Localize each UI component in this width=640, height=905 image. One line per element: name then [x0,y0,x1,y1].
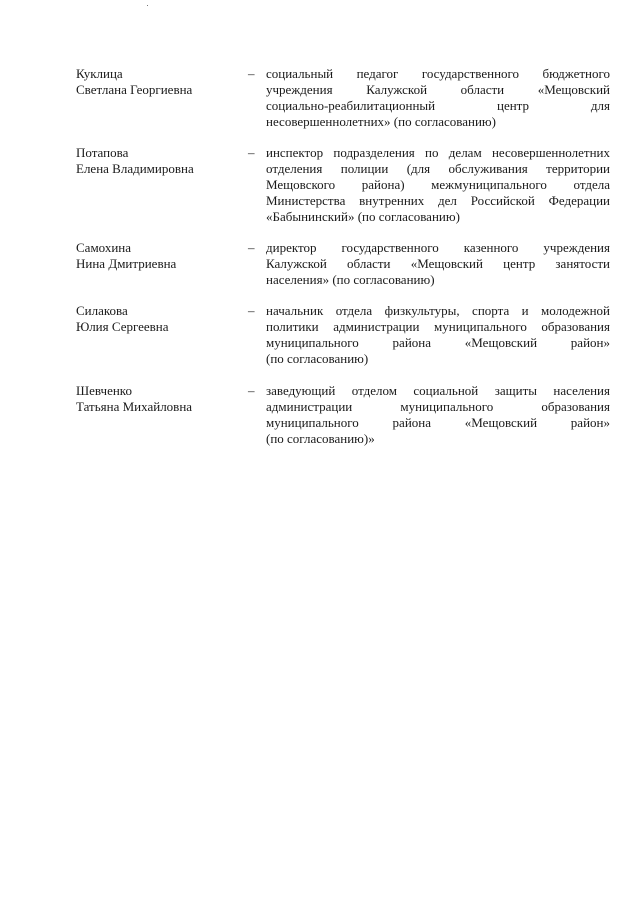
member-given-names: Татьяна Михайловна [76,399,193,414]
member-surname: Куклица [76,66,123,81]
position-line: Калужской области «Мещовский центр занятости [266,256,610,271]
dash-separator: – [248,145,255,160]
member-given-names: Юлия Сергеевна [76,319,169,334]
position-line: директор государственного казенного учреждения [266,240,610,255]
member-given-names: Нина Дмитриевна [76,256,177,271]
position-line: администрации муниципального образования [266,399,610,414]
dash-separator: – [248,240,255,255]
member-surname: Шевченко [76,383,132,398]
position-line: муниципального района «Мещовский район» [266,335,610,350]
member-name [76,145,241,177]
dash-separator: – [248,383,255,398]
position-line: «Бабынинский» (по согласованию) [266,209,460,224]
position-line: отделения полиции (для обслуживания территории [266,161,610,176]
member-surname: Потапова [76,145,129,160]
member-surname: Силакова [76,303,128,318]
position-line: начальник отдела физкультуры, спорта и молодежной [266,303,610,318]
position-line: социальный педагог государственного бюджетного [266,66,610,81]
member-position [266,66,610,130]
scan-speck [147,5,148,6]
position-line: Мещовского района) межмуниципального отдела [266,177,610,192]
position-line: несовершеннолетних» (по согласованию) [266,114,496,129]
member-position [266,145,610,225]
position-line: политики администрации муниципального образования [266,319,610,334]
position-line: учреждения Калужской области «Мещовский [266,82,610,97]
member-given-names: Елена Владимировна [76,161,194,176]
member-name [76,66,241,98]
member-name [76,240,241,272]
position-line: (по согласованию) [266,351,369,366]
position-line: Министерства внутренних дел Российской Федерации [266,193,610,208]
member-position [266,303,610,367]
dash-separator: – [248,66,255,81]
member-surname: Самохина [76,240,132,255]
position-line: муниципального района «Мещовский район» [266,415,610,430]
position-line: заведующий отделом социальной защиты населения [266,383,610,398]
position-line: инспектор подразделения по делам несовершеннолетних [266,145,610,160]
position-line: социально-реабилитационный центр для [266,98,610,113]
position-line: (по согласованию)» [266,431,375,446]
member-name [76,383,241,415]
dash-separator: – [248,303,255,318]
position-line: населения» (по согласованию) [266,272,435,287]
member-position [266,383,610,447]
member-position [266,240,610,288]
member-name [76,303,241,335]
member-given-names: Светлана Георгиевна [76,82,193,97]
